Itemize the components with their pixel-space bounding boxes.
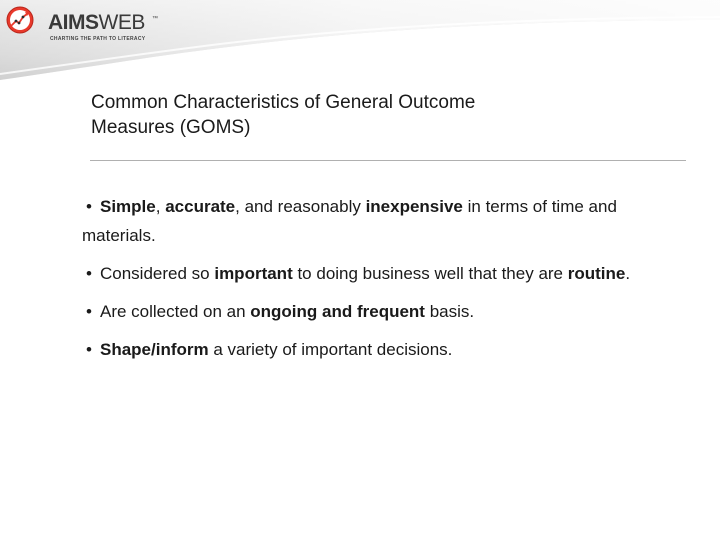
bullet-item — [82, 335, 662, 364]
bullet-marker: • — [86, 197, 92, 216]
bullet-emphasis: routine — [567, 264, 626, 283]
bullet-item — [82, 192, 662, 250]
bullet-marker: • — [86, 340, 92, 359]
bullet-emphasis: Shape/inform — [100, 340, 209, 359]
bullet-emphasis: Simple — [100, 197, 156, 216]
logo-trademark: ™ — [152, 16, 158, 22]
bullet-item — [82, 297, 662, 326]
bullet-text: , — [155, 197, 166, 216]
logo-wordmark — [48, 12, 145, 34]
header-band — [0, 0, 720, 80]
bullet-text: Are collected on an — [100, 302, 251, 321]
bullet-text: in terms of time and materials. — [82, 197, 617, 245]
logo-tagline: CHARTING THE PATH TO LITERACY — [50, 36, 146, 42]
bullet-emphasis: inexpensive — [365, 197, 463, 216]
bullet-text: basis. — [424, 302, 475, 321]
slide-title-line-2: Measures (GOMS) — [91, 117, 251, 138]
bullet-emphasis: ongoing and frequent — [250, 302, 425, 321]
bullet-text: , and reasonably — [235, 197, 366, 216]
growth-chart-icon — [6, 6, 34, 34]
bullet-emphasis: important — [214, 264, 293, 283]
bullet-text: Considered so — [100, 264, 215, 283]
slide-title — [91, 90, 651, 140]
bullet-marker: • — [86, 264, 92, 283]
bullet-item — [82, 259, 662, 288]
bullet-text: . — [625, 264, 631, 283]
bullet-emphasis: accurate — [165, 197, 236, 216]
aimsweb-logo — [6, 6, 166, 46]
bullet-text: a variety of important decisions. — [208, 340, 453, 359]
logo-name-thin: WEB — [98, 11, 145, 34]
logo-name-bold: AIMS — [48, 11, 99, 34]
bullet-text: to doing business well that they are — [292, 264, 568, 283]
slide-title-line-1: Common Characteristics of General Outcome — [91, 92, 476, 113]
bullet-marker: • — [86, 302, 92, 321]
title-divider — [90, 160, 686, 161]
bullet-list — [82, 192, 662, 364]
